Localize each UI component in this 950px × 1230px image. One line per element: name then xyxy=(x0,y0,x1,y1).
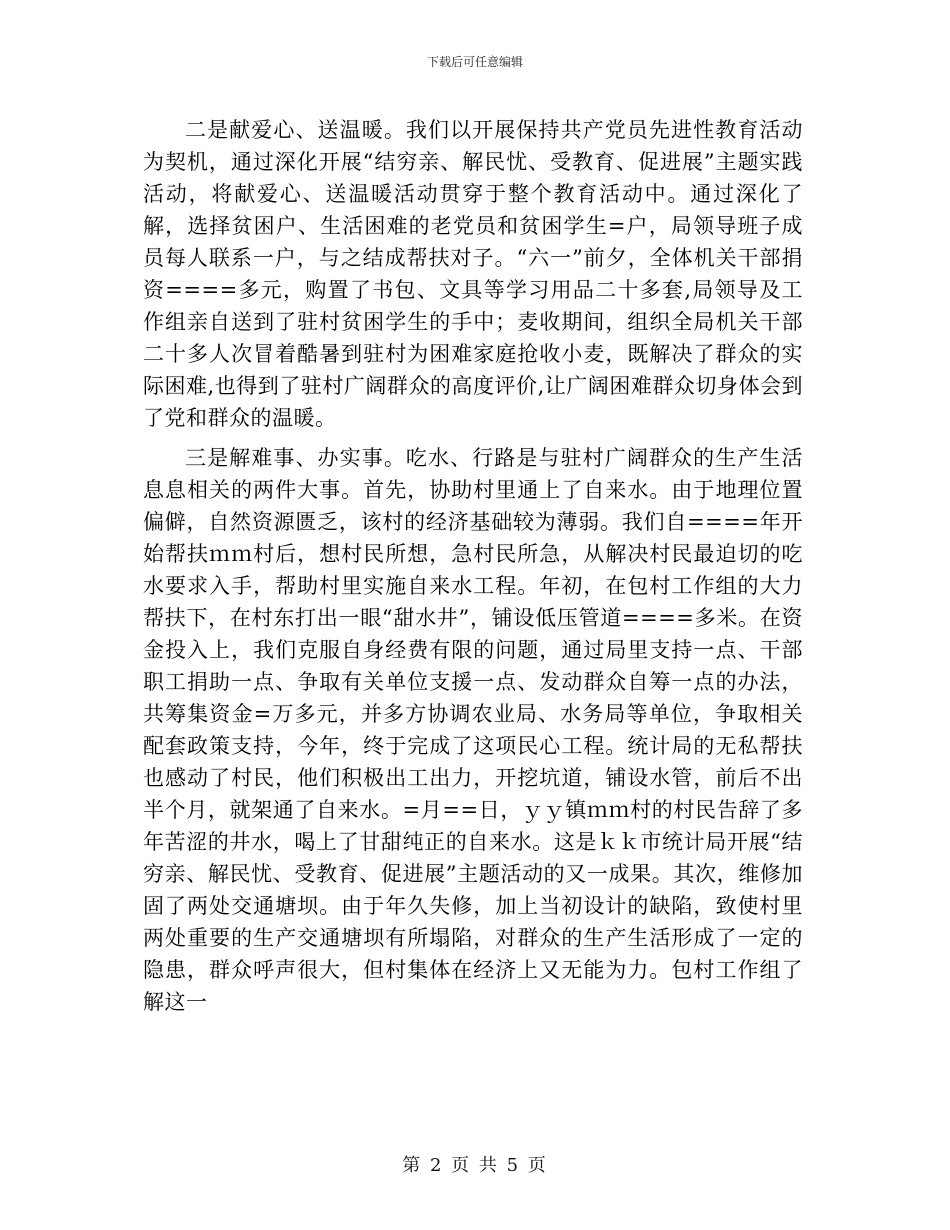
paragraph-2: 二是献爱心、送温暖。我们以开展保持共产党员先进性教育活动为契机，通过深化开展“结穷亲、解民忧、受教育、促进展”主题实践活动，将献爱心、送温暖活动贯穿于整个教育活动中。通过深化了解，选择贫困户、生活困难的老党员和贫困学生=户，局领导班子成员每人联系一户，与之结成帮扶对子。“六一”前夕，全体机关干部捐资====多元，购置了书包、文具等学习用品二十多套,局领导及工作组亲自送到了驻村贫困学生的手中；麦收期间，组织全局机关干部二十多人次冒着酷暑到驻村为困难家庭抢收小麦，既解决了群众的实际困难,也得到了驻村广阔群众的高度评价,让广阔困难群众切身体会到了党和群众的温暖。 xyxy=(143,118,803,430)
page-header: 下载后可任意编辑 xyxy=(426,55,523,69)
document-body xyxy=(143,114,803,1018)
paragraph-3: 三是解难事、办实事。吃水、行路是与驻村广阔群众的生产生活息息相关的两件大事。首先，协助村里通上了自来水。由于地理位置偏僻，自然资源匮乏，该村的经济基础较为薄弱。我们自====年开始帮扶ｍｍ村后，想村民所想，急村民所急，从解决村民最迫切的吃水要求入手，帮助村里实施自来水工程。年初，在包村工作组的大力帮扶下，在村东打出一眼“甜水井”，铺设低压管道====多米。在资金投入上，我们克服自身经费有限的问题，通过局里支持一点、干部职工捐助一点、争取有关单位支援一点、发动群众自筹一点的办法，共筹集资金=万多元，并多方协调农业局、水务局等单位，争取相关配套政策支持，今年，终于完成了这项民心工程。统计局的无私帮扶也感动了村民，他们积极出工出力，开挖坑道，铺设水管，前后不出半个月，就架通了自来水。=月==日，ｙｙ镇ｍｍ村的村民告辞了多年苦涩的井水，喝上了甘甜纯正的自来水。这是ｋｋ市统计局开展“结穷亲、解民忧、受教育、促进展”主题活动的又一成果。其次，维修加固了两处交通塘坝。由于年久失修，加上当初设计的缺陷，致使村里两处重要的生产交通塘坝有所塌陷，对群众的生产生活形成了一定的隐患，群众呼声很大，但村集体在经济上又无能为力。包村工作组了解这一 xyxy=(143,446,803,1014)
page-footer: 第 2 页 共 5 页 xyxy=(402,1155,548,1176)
